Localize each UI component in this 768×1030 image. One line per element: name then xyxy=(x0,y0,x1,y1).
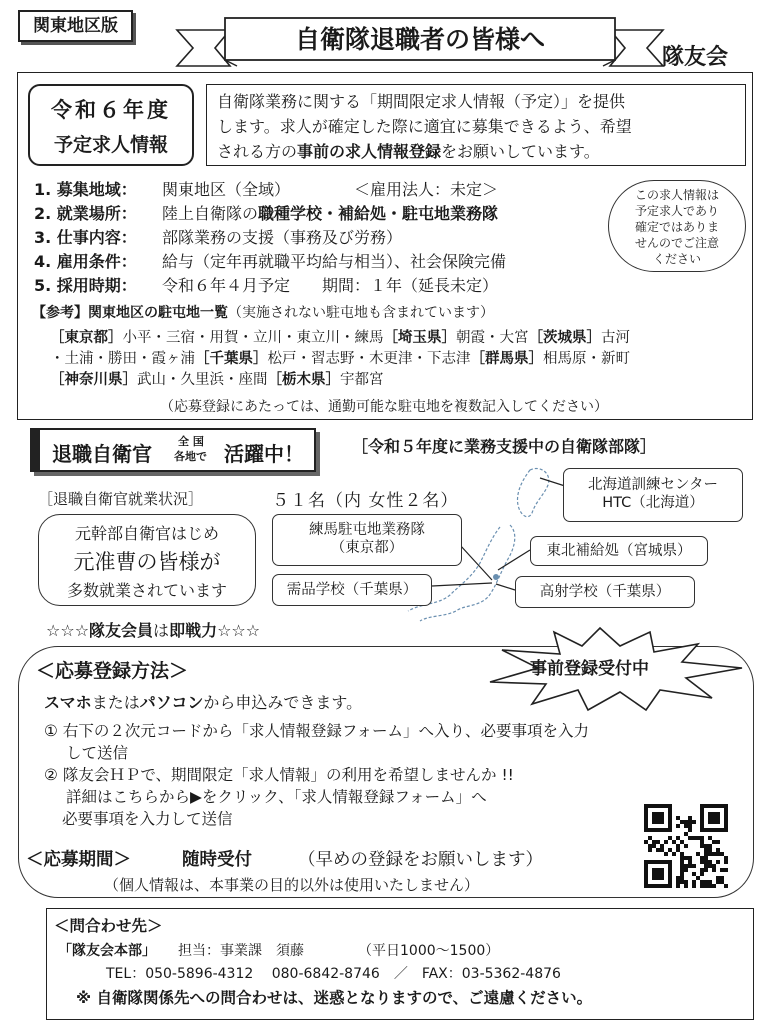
condition-label: 1. 募集地域： xyxy=(34,180,137,199)
condition-label: 4. 雇用条件： xyxy=(34,252,137,271)
apply-sub-bold2: パソコン xyxy=(139,693,204,712)
year-label-box xyxy=(28,84,194,166)
condition-item xyxy=(34,250,506,274)
condition-label: 5. 採用時期： xyxy=(34,276,137,295)
region-places: 松戸・習志野・木更津・下志津 xyxy=(267,351,471,367)
reference-line xyxy=(50,328,630,349)
condition-label: 3. 仕事内容： xyxy=(34,228,137,247)
note-line: せんのでご注意 xyxy=(634,236,719,250)
unit-nerima-line2: （東京都） xyxy=(330,540,404,556)
region-label: ［茨城県］ xyxy=(528,330,601,346)
condition-value: 関東地区（全域） xyxy=(162,180,291,199)
region-places: 相馬原・新町 xyxy=(543,351,630,367)
step2-line3: 必要事項を入力して送信 xyxy=(62,810,233,828)
veterans-oval xyxy=(38,514,256,606)
contact-office-line xyxy=(58,940,499,960)
unit-nerima xyxy=(272,514,462,566)
deployment-heading: ［令和５年度に業務支援中の自衛隊部隊］ xyxy=(352,437,657,456)
status-label: ［退職自衛官就業状況］ xyxy=(38,490,204,508)
contact-warning: ※ 自衛隊関係先への問合わせは、迷惑となりますので、ご遠慮ください。 xyxy=(76,989,593,1007)
apply-subtitle xyxy=(44,690,362,713)
burst-label: 事前登録受付中 xyxy=(530,659,649,679)
step1-line1: ① 右下の２次元コードから「求人情報登録フォーム」へ入り、必要事項を入力 xyxy=(44,722,590,740)
org-name: 隊友会 xyxy=(662,45,729,70)
edition-badge xyxy=(18,10,133,42)
condition-value: 陸上自衛隊の xyxy=(162,204,259,223)
page-title: 自衛隊退職者の皆様へ xyxy=(294,25,545,54)
veterans-banner-left: 退職自衛官 xyxy=(52,442,152,466)
unit-kosha xyxy=(515,576,695,608)
condition-extra: ＜雇用法人：未定＞ xyxy=(354,180,499,199)
reference-line xyxy=(50,349,630,370)
step2-line2: 詳細はこちらから▶をクリック、「求人情報登録フォーム」へ xyxy=(66,788,487,806)
privacy-note: （個人情報は、本事業の目的以外は使用いたしません） xyxy=(104,876,480,894)
note-line: 確定ではありま xyxy=(634,220,719,234)
step1-line2: して送信 xyxy=(66,744,129,762)
note-bubble xyxy=(608,180,746,272)
qr-code[interactable] xyxy=(644,804,728,888)
intro-line3-pre: される方の xyxy=(217,142,298,161)
stars-right: ☆☆☆ xyxy=(217,621,261,640)
apply-steps xyxy=(44,720,589,830)
reference-heading-title: 【参考】関東地区の駐屯地一覧 xyxy=(32,305,228,321)
contact-phones: TEL：050-5896-4312 080-6842-8746 ／ FAX：03-5362-4876 xyxy=(106,966,561,982)
veterans-banner-small2: 各地で xyxy=(174,450,207,463)
condition-label: 2. 就業場所： xyxy=(34,204,137,223)
step2-line1: ② 隊友会ＨＰで、期間限定「求人情報」の利用を希望しませんか !! xyxy=(44,766,514,784)
intro-line1: 自衛隊業務に関する「期間限定求人情報（予定）」を提供 xyxy=(217,92,626,111)
note-line: 予定求人であり xyxy=(634,204,719,218)
region-places: 武山・久里浜・座間 xyxy=(137,372,268,388)
region-label: ［栃木県］ xyxy=(267,372,340,388)
note-line: この求人情報は xyxy=(634,188,719,202)
conditions-list xyxy=(34,178,506,298)
stars-text-bold2: 即戦力 xyxy=(169,621,218,640)
reference-heading-note: （実施されない駐屯地も含まれています） xyxy=(228,305,494,321)
stars-text-mid: は xyxy=(153,621,170,640)
condition-value: 令和６年４月予定 期間：１年（延長未定） xyxy=(162,276,499,295)
period-line xyxy=(26,846,543,871)
condition-value-bold: 職種学校・補給処・駐屯地業務隊 xyxy=(258,204,499,223)
unit-jyuhin-label: 需品学校（千葉県） xyxy=(286,582,418,598)
year-label-line1: 令和６年度 xyxy=(51,98,171,122)
condition-item xyxy=(34,202,506,226)
veterans-banner-right: 活躍中！ xyxy=(224,442,304,466)
period-value: 随時受付 xyxy=(182,850,252,870)
region-places: 宇都宮 xyxy=(340,372,384,388)
region-label: ［埼玉県］ xyxy=(383,330,456,346)
status-value: ５１名（内 女性２名） xyxy=(272,491,459,511)
reference-line xyxy=(50,370,630,391)
intro-line3-post: をお願いしています。 xyxy=(441,142,600,161)
region-label: ［神奈川県］ xyxy=(50,372,137,388)
contact-office: 「隊友会本部」 xyxy=(58,943,156,959)
condition-value: 給与（定年再就職平均給与相当）、社会保険完備 xyxy=(162,252,507,271)
apply-sub-bold1: スマホ xyxy=(44,693,92,712)
reference-footnote: （応募登録にあたっては、通勤可能な駐屯地を複数記入してください） xyxy=(160,399,608,415)
region-places: 朝霞・大宮 xyxy=(456,330,529,346)
condition-item xyxy=(34,274,506,298)
region-places: 古河 xyxy=(601,330,630,346)
edition-badge-label: 関東地区版 xyxy=(33,16,118,36)
note-line: ください xyxy=(652,252,701,266)
period-note: （早めの登録をお願いします） xyxy=(298,850,543,870)
condition-item xyxy=(34,226,506,250)
contact-hours: （平日1000～1500） xyxy=(358,943,500,959)
veterans-banner xyxy=(30,428,316,472)
stars-left: ☆☆☆ xyxy=(46,621,90,640)
intro-line3 xyxy=(217,139,745,164)
unit-jyuhin xyxy=(272,574,432,606)
unit-nerima-line1: 練馬駐屯地業務隊 xyxy=(309,522,425,538)
condition-value: 部隊業務の支援（事務及び労務） xyxy=(162,228,403,247)
stars-text-bold: 隊友会員 xyxy=(89,621,154,640)
unit-hokkaido xyxy=(563,468,743,522)
unit-tohoku xyxy=(530,536,708,566)
unit-hokkaido-line2: HTC（北海道） xyxy=(602,495,704,511)
region-label: ［群馬県］ xyxy=(470,351,543,367)
reference-heading xyxy=(32,302,494,322)
intro-line2: します。求人が確定した際に適宜に募集できるよう、希望 xyxy=(217,117,632,136)
region-places: 小平・三宿・用賀・立川・東立川・練馬 xyxy=(122,330,384,346)
year-label-line2: 予定求人情報 xyxy=(53,134,168,156)
contact-person: 担当：事業課 須藤 xyxy=(178,943,304,959)
apply-heading: ＜応募登録方法＞ xyxy=(36,660,189,682)
apply-sub-post: から申込みできます。 xyxy=(203,693,363,712)
region-places: ・土浦・勝田・霞ヶ浦 xyxy=(50,351,195,367)
intro-line3-bold: 事前の求人情報登録 xyxy=(297,142,442,161)
period-label: ＜応募期間＞ xyxy=(26,850,131,870)
contact-heading: ＜問合わせ先＞ xyxy=(54,917,163,935)
intro-text-box xyxy=(206,84,746,166)
reference-list xyxy=(50,328,630,391)
unit-tohoku-label: 東北補給処（宮城県） xyxy=(546,543,692,559)
oval-line3: 多数就業されています xyxy=(66,581,227,600)
region-label: ［東京都］ xyxy=(50,330,123,346)
condition-item xyxy=(34,178,506,202)
unit-hokkaido-line1: 北海道訓練センター xyxy=(588,477,718,493)
oval-line2: 元准曹の皆様が xyxy=(73,550,221,574)
oval-line1: 元幹部自衛官はじめ xyxy=(74,524,219,543)
region-label: ［千葉県］ xyxy=(195,351,268,367)
unit-kosha-label: 高射学校（千葉県） xyxy=(539,584,671,600)
apply-sub-mid: または xyxy=(91,693,140,712)
veterans-banner-small1: 全 国 xyxy=(178,435,204,448)
stars-line xyxy=(46,618,260,641)
